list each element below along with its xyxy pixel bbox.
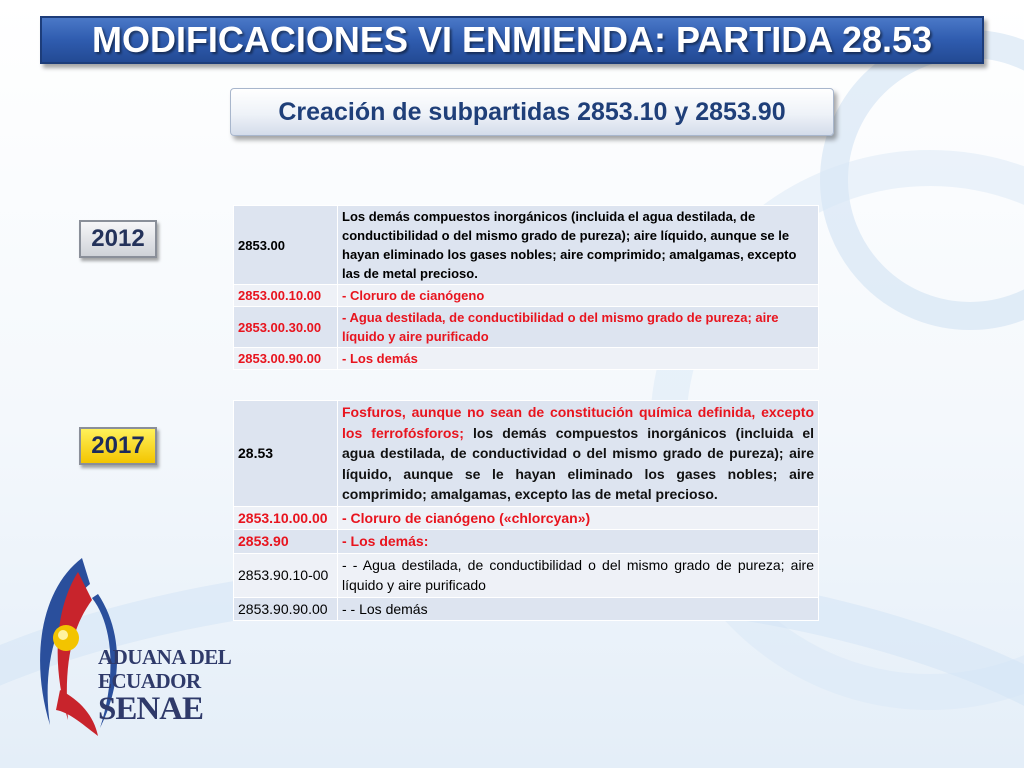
table-cell-description: - Los demás [338, 348, 819, 370]
table-cell-description: - Cloruro de cianógeno («chlorcyan») [338, 506, 819, 530]
table-row [234, 553, 819, 597]
year-badge-2017: 2017 [79, 427, 157, 465]
description-highlight-text: Fosfuros, aunque no sean de constitución química definida, excepto los ferrofósforos; [342, 404, 814, 441]
table-cell-description: - Los demás: [338, 530, 819, 554]
table-row [234, 206, 819, 285]
table-row [234, 285, 819, 307]
table-cell-description: - Cloruro de cianógeno [338, 285, 819, 307]
year-badge-2012: 2012 [79, 220, 157, 258]
table-cell-description: - - Agua destilada, de conductibilidad o del mismo grado de pureza; aire líquido y aire purificado [338, 553, 819, 597]
table-cell-code: 2853.00.10.00 [234, 285, 338, 307]
logo-line-2: ECUADOR [98, 669, 201, 693]
table-2017 [233, 400, 819, 621]
table-cell-code: 2853.00.90.00 [234, 348, 338, 370]
subtitle-banner [230, 88, 834, 136]
page-title: MODIFICACIONES VI ENMIENDA: PARTIDA 28.53 [91, 19, 933, 60]
table-cell-code: 2853.00 [234, 206, 338, 285]
title-banner [40, 16, 984, 64]
table-row [234, 597, 819, 621]
table-row [234, 348, 819, 370]
table-cell-description: Los demás compuestos inorgánicos (incluida el agua destilada, de conductibilidad o del mismo grado de pureza); aire líquido, aunque se le hayan eliminado los gases nobles; aire comprimido; amalgamas, excepto las de metal precioso. [338, 206, 819, 285]
table-row [234, 530, 819, 554]
table-cell-code: 2853.10.00.00 [234, 506, 338, 530]
table-cell-description [338, 401, 819, 507]
table-row [234, 307, 819, 348]
table-cell-code: 28.53 [234, 401, 338, 507]
logo-line-3: SENAE [98, 691, 204, 727]
table-cell-code: 2853.90 [234, 530, 338, 554]
table-cell-code: 2853.90.10-00 [234, 553, 338, 597]
page-subtitle: Creación de subpartidas 2853.10 y 2853.90 [278, 97, 786, 126]
background-swirl [820, 30, 1024, 330]
table-cell-description: - - Los demás [338, 597, 819, 621]
description-text: los demás compuestos inorgánicos (incluida el agua destilada, de conductividad o del mismo grado de pureza); aire líquido, aunque se le hayan eliminado los gases nobles; aire comprimido; amalgamas, excepto las de metal precioso. [342, 424, 814, 502]
table-cell-code: 2853.90.90.00 [234, 597, 338, 621]
table-cell-code: 2853.00.30.00 [234, 307, 338, 348]
table-row [234, 506, 819, 530]
table-2012 [233, 205, 819, 370]
table-row [234, 401, 819, 507]
table-cell-description: - Agua destilada, de conductibilidad o del mismo grado de pureza; aire líquido y aire purificado [338, 307, 819, 348]
logo-line-1: ADUANA DEL [98, 645, 232, 669]
